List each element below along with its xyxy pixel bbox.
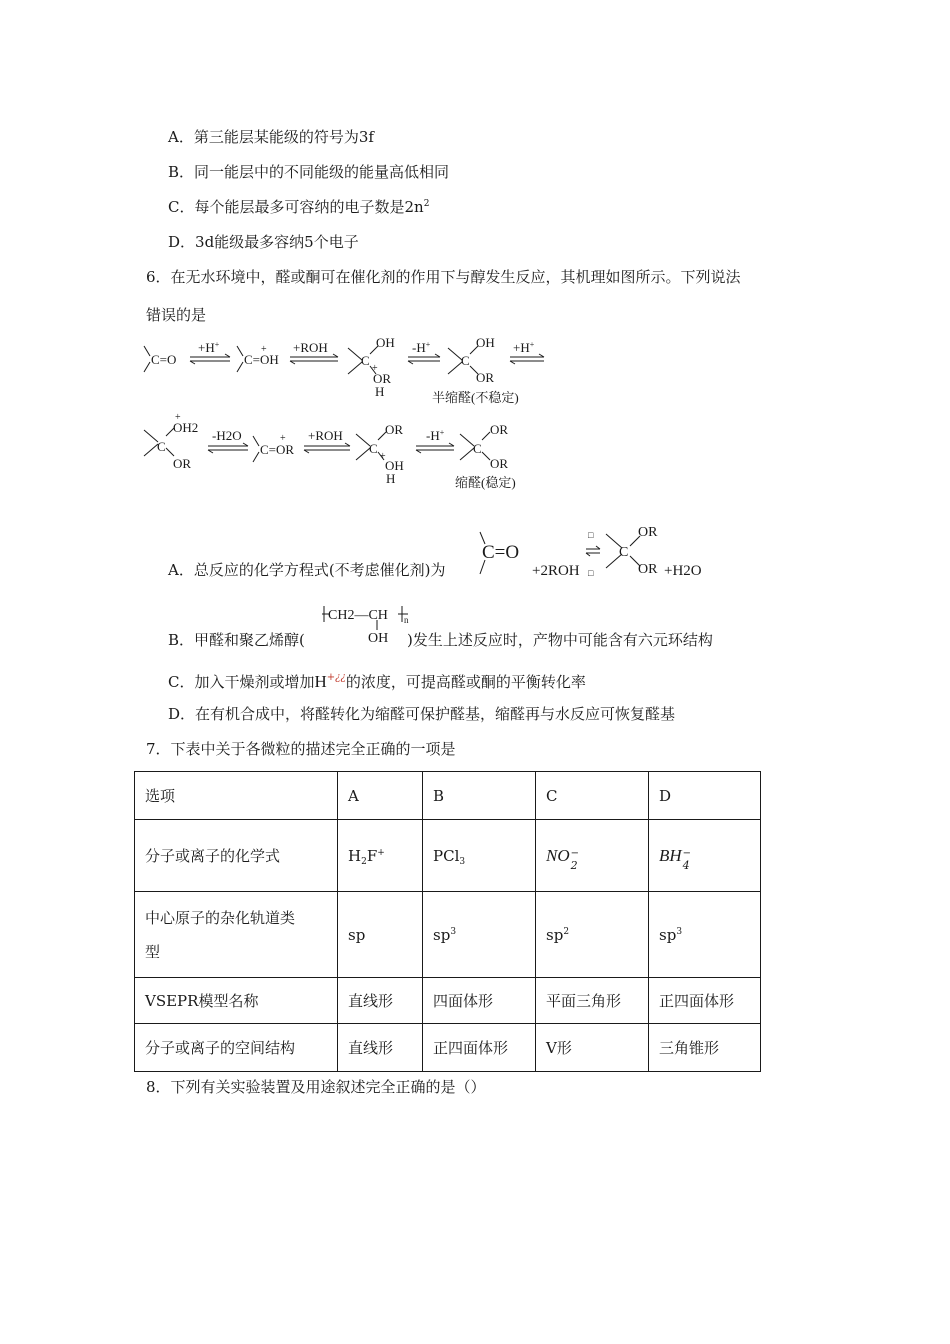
polymer-oh: OH — [368, 631, 389, 646]
formula-c: NO − 2 — [536, 820, 649, 892]
q5-option-b: B．同一能层中的不同能级的能量高低相同 — [168, 163, 450, 181]
protonated-carbonyl: C=OH — [244, 352, 279, 367]
vsepr-c: 平面三角形 — [536, 978, 649, 1024]
polymer-n: n — [404, 615, 409, 625]
table-header-row — [135, 772, 761, 820]
hybrid-d: $sp^3$ — [649, 892, 761, 978]
hemiacetal-label: 半缩醛(不稳定) — [432, 390, 519, 405]
q6-option-c: C．加入干燥剂或增加H+¿¿的浓度，可提高醛或酮的平衡转化率 — [168, 672, 586, 691]
label-minus-h-1: -H+ — [412, 340, 431, 355]
q8-stem: 8．下列有关实验装置及用途叙述完全正确的是（） — [146, 1078, 486, 1096]
label-minus-h-2: -H+ — [426, 428, 445, 443]
formula-b: PCl$_3$ — [423, 820, 536, 892]
hybrid-c: $sp^2$ — [536, 892, 649, 978]
equation-or-1: OR — [638, 525, 658, 540]
or-6: OR — [490, 456, 509, 471]
carbon-4: C — [369, 441, 378, 456]
header-b: B — [423, 772, 536, 820]
h-2: H — [386, 471, 396, 486]
q7-table — [134, 771, 761, 1072]
polymer-main: CH2—CH — [328, 608, 388, 623]
q6-stem-line1: 6．在无水环境中，醛或酮可在催化剂的作用下与醇发生反应，其机理如图所示。下列说法 — [146, 268, 741, 286]
q6-option-d: D．在有机合成中，将醛转化为缩醛可保护醛基，缩醛再与水反应可恢复醛基 — [168, 705, 676, 723]
vsepr-a: 直线形 — [338, 978, 423, 1024]
equation-or-2: OR — [638, 562, 658, 577]
row-hybrid-label: 中心原子的杂化轨道类 型 — [135, 892, 338, 978]
or-2: OR — [476, 370, 495, 385]
carbonyl-1: C=O — [151, 352, 177, 367]
plus-charge-2: + — [372, 363, 378, 374]
table-row-hybrid — [135, 892, 761, 978]
q6-option-a: A．总反应的化学方程式(不考虑催化剂)为 — [168, 561, 446, 579]
shape-c: V形 — [536, 1024, 649, 1072]
hybrid-b: $sp^3$ — [423, 892, 536, 978]
label-plus-h-1: +H+ — [198, 340, 220, 355]
label-plus-roh-2: +ROH — [308, 428, 343, 443]
q7-stem: 7．下表中关于各微粒的描述完全正确的一项是 — [146, 740, 456, 758]
shape-b: 正四面体形 — [423, 1024, 536, 1072]
or-1: OR — [373, 371, 392, 386]
or-3: OR — [173, 456, 192, 471]
table-row-vsepr — [135, 978, 761, 1024]
q6-stem-line2: 错误的是 — [146, 306, 207, 324]
equation-reactant: C=O — [482, 542, 520, 563]
row-shape-label: 分子或离子的空间结构 — [135, 1024, 338, 1072]
oh2-label: OH2 — [173, 420, 199, 435]
carbon-1: C — [361, 353, 370, 368]
label-minus-h2o: -H2O — [212, 428, 242, 443]
plus-charge-4: + — [280, 433, 286, 444]
overall-equation — [476, 522, 716, 586]
oh-2: OH — [476, 335, 495, 350]
q5-option-c: C．每个能层最多可容纳的电子数是$2n^2$ — [168, 198, 430, 216]
label-plus-roh-1: +ROH — [293, 340, 328, 355]
header-option: 选项 — [135, 772, 338, 820]
plus-charge-1: + — [261, 344, 267, 355]
header-c: C — [536, 772, 649, 820]
row-formula-label: 分子或离子的化学式 — [135, 820, 338, 892]
plus-charge-3: + — [175, 412, 181, 423]
mechanism-scheme — [140, 334, 560, 499]
header-a: A — [338, 772, 423, 820]
box-bottom: □ — [588, 568, 594, 578]
oh-1: OH — [376, 335, 395, 350]
formula-d: BH − 4 — [649, 820, 761, 892]
table-row-formula — [135, 820, 761, 892]
equation-roh: +2ROH — [532, 563, 580, 579]
q6-option-b-suffix: )发生上述反应时，产物中可能含有六元环结构 — [407, 631, 713, 649]
h-1: H — [375, 384, 385, 399]
or-5: OR — [490, 422, 509, 437]
header-d: D — [649, 772, 761, 820]
table-row-shape — [135, 1024, 761, 1072]
hybrid-a: sp — [338, 892, 423, 978]
polyvinyl-alcohol-structure — [318, 600, 418, 648]
row-vsepr-label: VSEPR模型名称 — [135, 978, 338, 1024]
vsepr-b: 四面体形 — [423, 978, 536, 1024]
q5-option-d: D．3d能级最多容纳5个电子 — [168, 233, 359, 251]
carbon-5: C — [473, 441, 482, 456]
oh-3: OH — [385, 458, 404, 473]
carbon-2: C — [461, 353, 470, 368]
vsepr-d: 正四面体形 — [649, 978, 761, 1024]
shape-a: 直线形 — [338, 1024, 423, 1072]
q5-option-a: A．第三能层某能级的符号为3f — [168, 128, 374, 146]
carbon-3: C — [157, 439, 166, 454]
equation-water: +H2O — [664, 563, 702, 579]
equation-carbon: C — [619, 545, 629, 560]
formula-a: $H_2F^+$ — [338, 820, 423, 892]
oxocarbenium: C=OR — [260, 442, 295, 457]
label-plus-h-2: +H+ — [513, 340, 535, 355]
or-4: OR — [385, 422, 404, 437]
shape-d: 三角锥形 — [649, 1024, 761, 1072]
plus-charge-5: + — [380, 451, 386, 462]
acetal-label: 缩醛(稳定) — [455, 475, 516, 490]
box-top: □ — [588, 530, 594, 540]
q6-option-b-prefix: B．甲醛和聚乙烯醇( — [168, 631, 305, 649]
